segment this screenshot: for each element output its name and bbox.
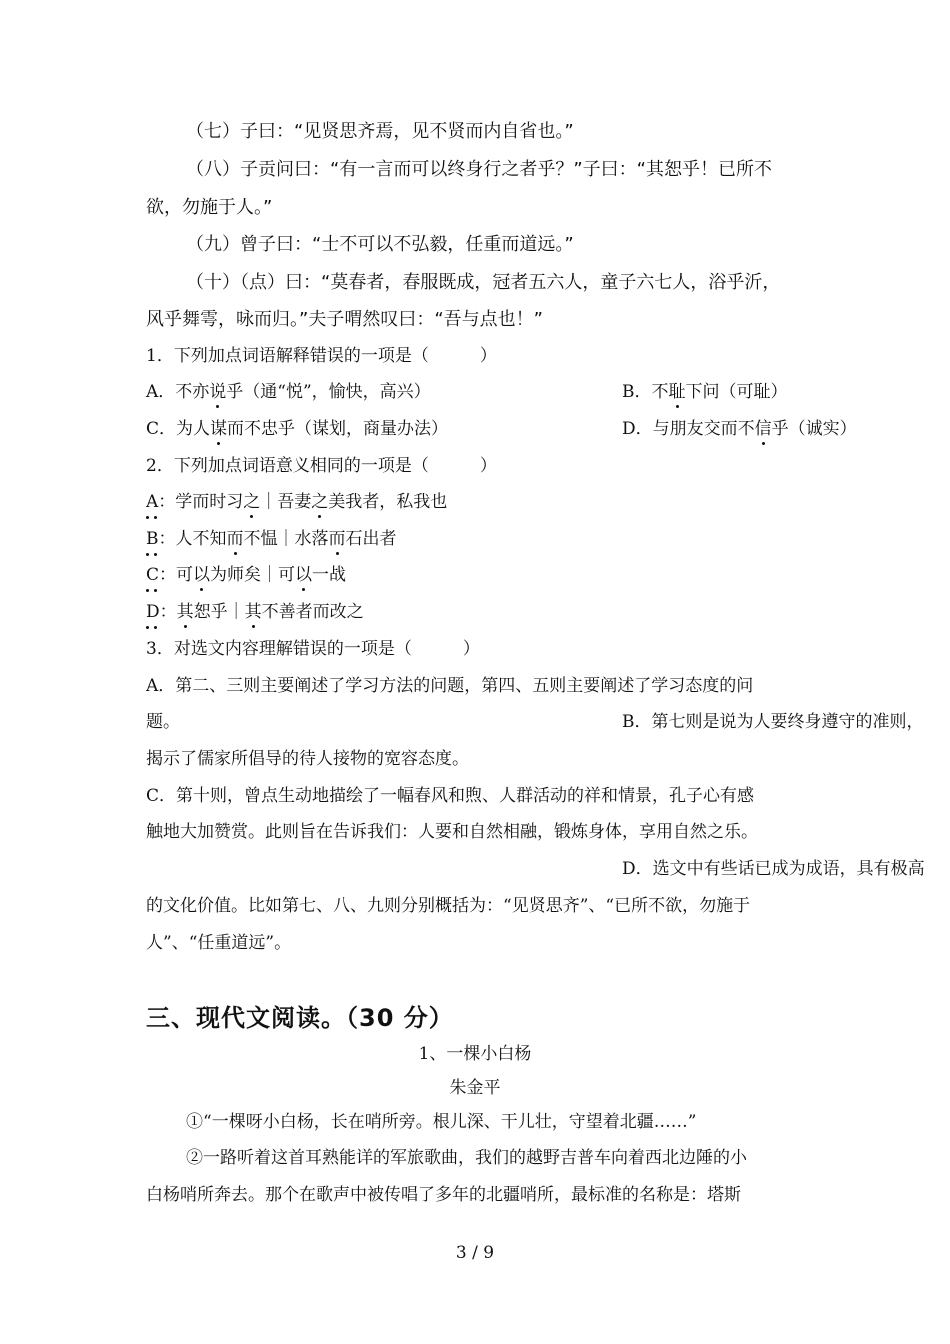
classic-passage-10-line1: （十）（点）曰：“莫春者，春服既成，冠者五六人，童子六七人，浴乎沂， <box>186 272 781 293</box>
q2-c-text-1: ：可 <box>159 565 194 585</box>
q2-c-text-3: 一战 <box>312 565 347 585</box>
question-3-stem: 3．对选文内容理解错误的一项是（ ） <box>146 639 480 659</box>
q1-a-dotted-word: 说 <box>209 382 227 402</box>
q2-a-dotted-1: 之 <box>243 492 261 512</box>
q2-c-dotted-2: 以 <box>295 565 313 585</box>
question-1-options-ab <box>146 380 811 404</box>
article-author: 朱金平 <box>449 1078 501 1098</box>
question-1-stem: 1．下列加点词语解释错误的一项是（ ） <box>146 346 497 366</box>
page-number: 3 / 9 <box>455 1243 495 1263</box>
q1-d-gloss: 乎（诚实） <box>771 419 857 439</box>
q1-option-a <box>146 382 431 402</box>
classic-passage-9: （九）曾子曰：“士不可以不弘毅，任重而道远。” <box>186 234 574 255</box>
q1-d-text: D．与朋友交而不 <box>622 419 755 439</box>
q2-b-text-2: 不愠｜水落 <box>243 529 329 549</box>
q3-option-c-line2: 触地大加赞赏。此则旨在告诉我们：人要和自然相融，锻炼身体，享用自然之乐。 <box>146 822 758 842</box>
q2-c-text-2: 为师矣｜可 <box>210 565 296 585</box>
q2-a-label: A <box>146 492 159 512</box>
article-paragraph-2-line1: ②一路听着这首耳熟能详的军旅歌曲，我们的越野吉普车向着西北边陲的小 <box>186 1148 747 1168</box>
q2-option-c <box>146 563 811 587</box>
q2-option-a <box>146 490 811 514</box>
q2-a-dotted-2: 之 <box>311 492 329 512</box>
q2-d-dotted-2: 其 <box>244 602 262 622</box>
q2-option-d <box>146 600 811 624</box>
q1-option-c <box>146 419 448 439</box>
article-paragraph-1: ①“一棵呀小白杨，长在哨所旁。根儿深、干儿壮，守望着北疆……” <box>186 1112 697 1132</box>
q2-b-label: B <box>146 529 159 549</box>
q3-option-a-line1: A．第二、三则主要阐述了学习方法的问题，第四、五则主要阐述了学习态度的问 <box>146 676 754 696</box>
q2-c-label: C <box>146 565 160 585</box>
q2-a-text-2: ｜吾妻 <box>260 492 312 512</box>
article-title: 1、一棵小白杨 <box>418 1044 532 1064</box>
q3-option-d-line1: D．选文中有些话已成为成语，具有极高 <box>622 859 925 879</box>
q3-option-b-line2: 揭示了儒家所倡导的待人接物的宽容态度。 <box>146 749 469 769</box>
section-heading: 三、现代文阅读。（30 分） <box>146 1004 454 1032</box>
q3-option-b-line1: B．第七则是说为人要终身遵守的准则， <box>622 712 924 732</box>
q3-option-c-line1: C．第十则，曾点生动地描绘了一幅春风和煦、人群活动的祥和情景，孔子心有感 <box>146 786 755 806</box>
q2-c-dotted-1: 以 <box>193 565 211 585</box>
q1-b-dotted-word: 耻 <box>668 382 686 402</box>
question-2-stem: 2．下列加点词语意义相同的一项是（ ） <box>146 456 497 476</box>
q1-c-gloss: 而不忠乎（谋划，商量办法） <box>227 419 449 439</box>
q1-b-gloss: 下问（可耻） <box>685 382 788 402</box>
q1-d-dotted-word: 信 <box>754 419 772 439</box>
q3-option-a-line2: 题。 <box>146 712 180 732</box>
q1-option-d <box>622 417 857 441</box>
q3-option-d-line2: 的文化价值。比如第七、八、九则分别概括为：“见贤思齐”、“已所不欲，勿施于 <box>146 896 751 916</box>
q2-d-label: D <box>146 602 160 622</box>
q2-b-text-1: ：人不知 <box>158 529 227 549</box>
q3-option-a-b-line <box>146 710 924 734</box>
q1-c-text: C．为人 <box>146 419 211 439</box>
q2-d-dotted-1: 其 <box>176 602 194 622</box>
q1-b-text: B．不 <box>622 382 669 402</box>
q2-b-dotted-1: 而 <box>226 529 244 549</box>
q2-d-text-2: 恕乎｜ <box>193 602 245 622</box>
q1-a-text: A．不亦 <box>146 382 210 402</box>
q2-d-text-1: ： <box>159 602 177 622</box>
q1-c-dotted-word: 谋 <box>210 419 228 439</box>
classic-passage-7: （七）子曰：“见贤思齐焉，见不贤而内自省也。” <box>186 121 574 142</box>
q1-a-gloss: 乎（通“悦”，愉快，高兴） <box>226 382 431 402</box>
q2-b-dotted-2: 而 <box>328 529 346 549</box>
q2-a-text-1: ：学而时习 <box>158 492 244 512</box>
q2-d-text-3: 不善者而改之 <box>261 602 364 622</box>
classic-passage-8-line2: 欲，勿施于人。” <box>146 197 273 218</box>
q3-option-d-line3: 人”、“任重道远”。 <box>146 933 292 953</box>
classic-passage-8-line1: （八）子贡问曰：“有一言而可以终身行之者乎？”子曰：“其恕乎！已所不 <box>186 159 772 180</box>
q2-a-text-3: 美我者，私我也 <box>328 492 448 512</box>
q1-option-b <box>622 380 788 404</box>
q2-option-b <box>146 527 811 551</box>
q2-b-text-3: 石出者 <box>345 529 397 549</box>
article-paragraph-2-line2: 白杨哨所奔去。那个在歌声中被传唱了多年的北疆哨所，最标准的名称是：塔斯 <box>146 1185 741 1205</box>
classic-passage-10-line2: 风乎舞雩，咏而归。”夫子喟然叹曰：“吾与点也！” <box>146 309 543 330</box>
question-1-options-cd <box>146 417 857 441</box>
